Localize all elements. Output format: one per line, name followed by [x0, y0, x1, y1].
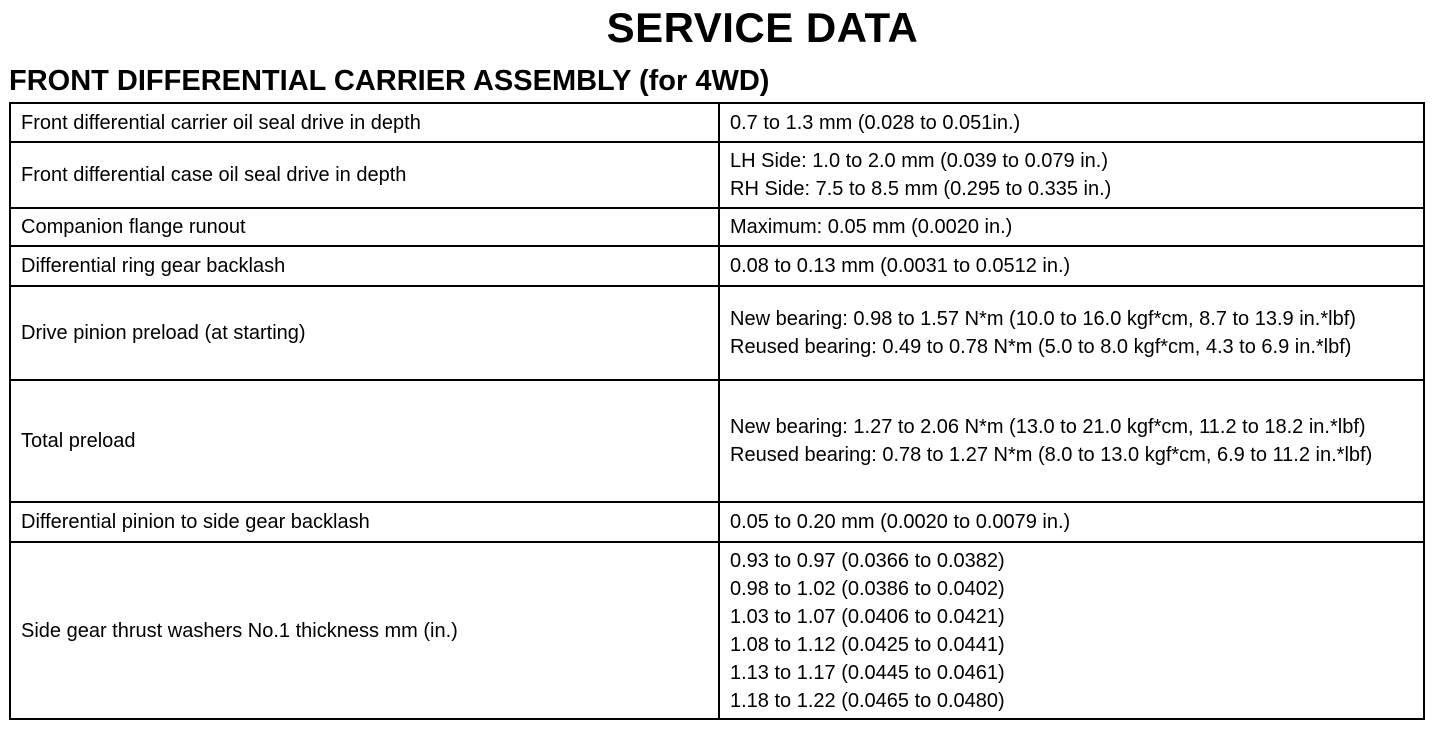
table-row [10, 542, 1424, 719]
spec-value-line: Maximum: 0.05 mm (0.0020 in.) [730, 216, 1013, 238]
spec-value-cell [719, 286, 1424, 380]
spec-value-line: New bearing: 1.27 to 2.06 N*m (13.0 to 21.0 kgf*cm, 11.2 to 18.2 in.*lbf) [730, 416, 1366, 438]
spec-value-cell [719, 502, 1424, 542]
page-title: SERVICE DATA [606, 4, 919, 51]
table-row [10, 502, 1424, 542]
spec-value-line: 1.08 to 1.12 (0.0425 to 0.0441) [730, 633, 1005, 656]
table-row [10, 208, 1424, 246]
spec-item-cell: Differential ring gear backlash [10, 246, 719, 286]
spec-value-line: 1.18 to 1.22 (0.0465 to 0.0480) [730, 689, 1005, 712]
spec-value-cell [719, 380, 1424, 502]
spec-value-line: New bearing: 0.98 to 1.57 N*m (10.0 to 16.0 kgf*cm, 8.7 to 13.9 in.*lbf) [730, 308, 1356, 330]
table-row [10, 380, 1424, 502]
spec-value-line: 0.7 to 1.3 mm (0.028 to 0.051in.) [730, 111, 1021, 134]
spec-value-line: Reused bearing: 0.49 to 0.78 N*m (5.0 to 8.0 kgf*cm, 4.3 to 6.9 in.*lbf) [730, 336, 1352, 358]
spec-item-cell: Companion flange runout [10, 208, 719, 246]
table-row [10, 142, 1424, 208]
section-title: FRONT DIFFERENTIAL CARRIER ASSEMBLY (for 4WD) [9, 65, 770, 97]
spec-item-cell: Drive pinion preload (at starting) [10, 286, 719, 380]
spec-value-cell [719, 208, 1424, 246]
service-data-table-body [10, 103, 1424, 719]
spec-item-cell: Total preload [10, 380, 719, 502]
spec-item-cell: Differential pinion to side gear backlash [10, 502, 719, 542]
spec-value-cell [719, 142, 1424, 208]
spec-value-cell [719, 246, 1424, 286]
service-data-table [9, 102, 1425, 720]
spec-value-line: RH Side: 7.5 to 8.5 mm (0.295 to 0.335 in.) [730, 178, 1112, 200]
spec-value-cell [719, 542, 1424, 719]
spec-item-cell: Side gear thrust washers No.1 thickness mm (in.) [10, 542, 719, 719]
table-row [10, 103, 1424, 142]
table-row [10, 286, 1424, 380]
spec-value-line: Reused bearing: 0.78 to 1.27 N*m (8.0 to 13.0 kgf*cm, 6.9 to 11.2 in.*lbf) [730, 444, 1373, 466]
spec-value-line: 1.03 to 1.07 (0.0406 to 0.0421) [730, 605, 1005, 628]
spec-item-cell: Front differential carrier oil seal drive in depth [10, 103, 719, 142]
table-row [10, 246, 1424, 286]
spec-value-line: 0.98 to 1.02 (0.0386 to 0.0402) [730, 577, 1005, 600]
spec-value-line: 1.13 to 1.17 (0.0445 to 0.0461) [730, 661, 1005, 684]
spec-value-cell [719, 103, 1424, 142]
spec-value-line: 0.05 to 0.20 mm (0.0020 to 0.0079 in.) [730, 511, 1071, 533]
spec-item-cell: Front differential case oil seal drive in depth [10, 142, 719, 208]
spec-value-line: LH Side: 1.0 to 2.0 mm (0.039 to 0.079 in.) [730, 150, 1108, 172]
spec-value-line: 0.08 to 0.13 mm (0.0031 to 0.0512 in.) [730, 255, 1071, 277]
spec-value-line: 0.93 to 0.97 (0.0366 to 0.0382) [730, 549, 1005, 572]
